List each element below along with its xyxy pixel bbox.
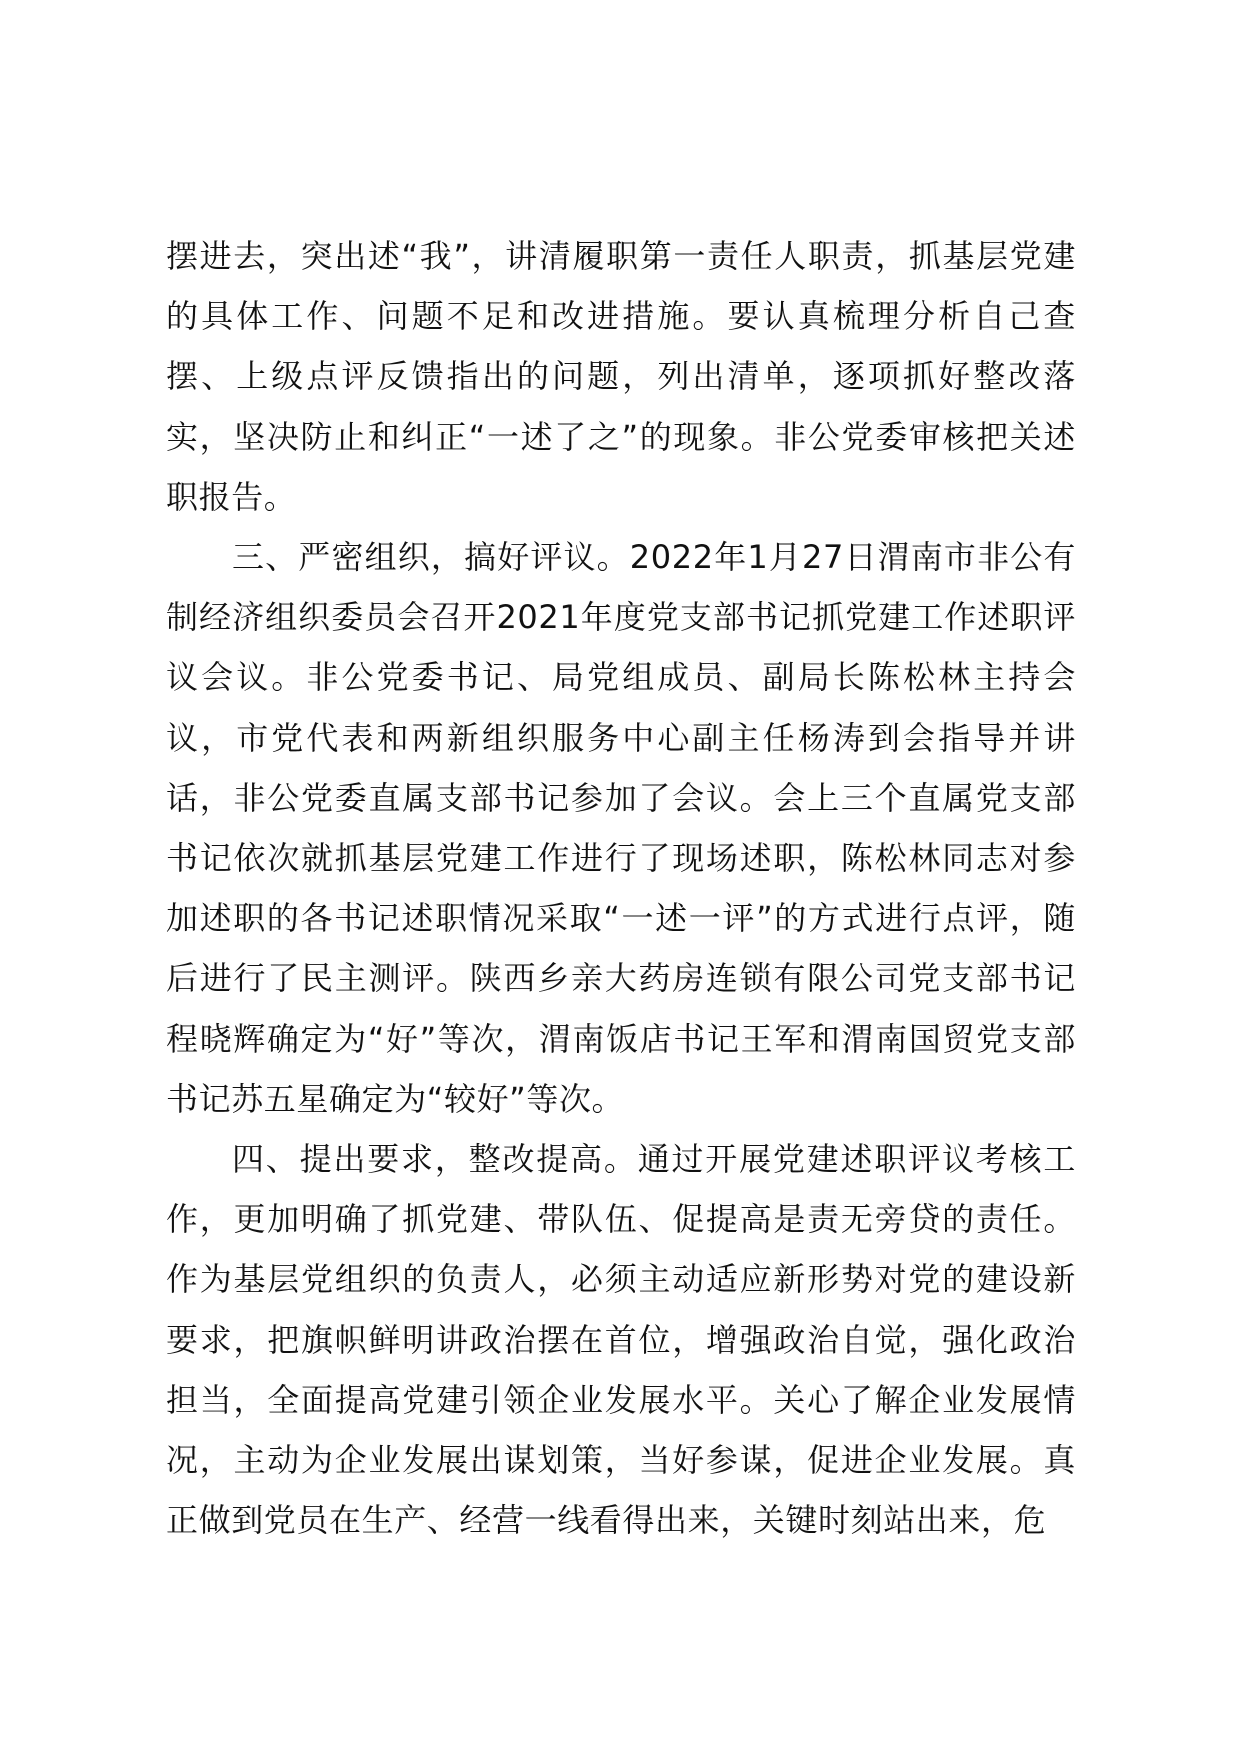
paragraph-section-three: 三、严密组织，搞好评议。2022年1月27日渭南市非公有制经济组织委员会召开2021年度党支部书记抓党建工作述职评议会议。非公党委书记、局党组成员、副局长陈松林主持会议，市党代表和两新组织服务中心副主任杨涛到会指导并讲话，非公党委直属支部书记参加了会议。会上三个直属党支部书记依次就抓基层党建工作进行了现场述职，陈松林同志对参加述职的各书记述职情况采取“一述一评”的方式进行点评，随后进行了民主测评。陕西乡亲大药房连锁有限公司党支部书记程晓辉确定为“好”等次，渭南饭店书记王军和渭南国贸党支部书记苏五星确定为“较好”等次。	[166, 538, 1076, 1118]
paragraph-section-four: 四、提出要求，整改提高。通过开展党建述职评议考核工作，更加明确了抓党建、带队伍、促提高是责无旁贷的责任。作为基层党组织的负责人，必须主动适应新形势对党的建设新要求，把旗帜鲜明讲政治摆在首位，增强政治自觉，强化政治担当，全面提高党建引领企业发展水平。关心了解企业发展情况，主动为企业发展出谋划策，当好参谋，促进企业发展。真正做到党员在生产、经营一线看得出来，关键时刻站出来，危	[166, 1140, 1076, 1540]
document-body	[166, 226, 1076, 1550]
paragraph-continuation: 摆进去，突出述“我”，讲清履职第一责任人职责，抓基层党建的具体工作、问题不足和改进措施。要认真梳理分析自己查摆、上级点评反馈指出的问题，列出清单，逐项抓好整改落实，坚决防止和纠正“一述了之”的现象。非公党委审核把关述职报告。	[166, 237, 1076, 516]
